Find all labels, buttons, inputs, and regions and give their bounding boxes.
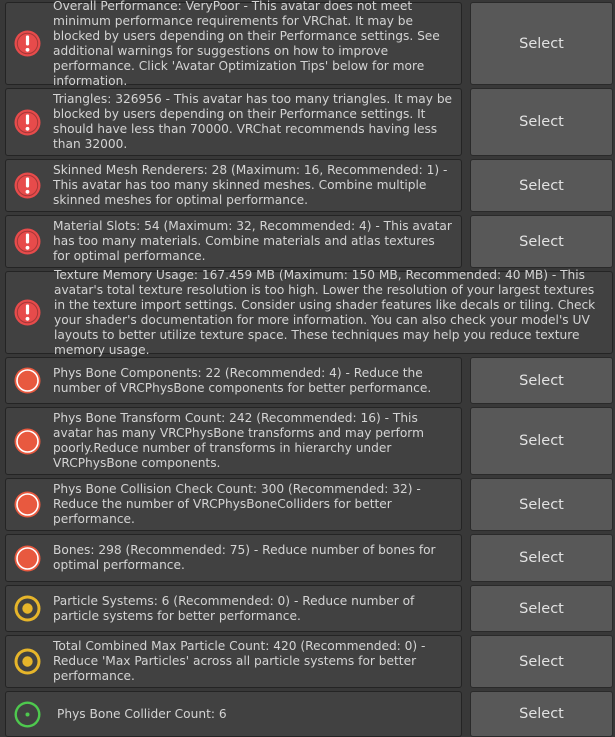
- warning-row: [0, 691, 615, 737]
- warning-message-text: Skinned Mesh Renderers: 28 (Maximum: 16, Recommended: 1) - This avatar has too many skinned meshes. Combine multiple skinned meshes for optimal performance.: [53, 163, 448, 207]
- exclamation-warning-icon: [13, 29, 42, 58]
- warning-message-box: [5, 585, 462, 632]
- select-button[interactable]: Select: [470, 2, 613, 85]
- exclamation-warning-icon: [13, 298, 42, 327]
- select-button[interactable]: Select: [470, 534, 613, 582]
- warning-message-text: Total Combined Max Particle Count: 420 (Recommended: 0) - Reduce 'Max Particles' across all particle systems for better performance.: [53, 639, 426, 683]
- select-button[interactable]: Select: [470, 635, 613, 688]
- select-button[interactable]: Select: [470, 159, 613, 212]
- warning-message-box: [5, 357, 462, 404]
- select-button[interactable]: Select: [470, 691, 613, 737]
- yellow-dot-status-icon: [13, 594, 42, 623]
- warning-row: [0, 534, 615, 582]
- warning-row: [0, 585, 615, 632]
- exclamation-warning-icon: [13, 108, 42, 137]
- warning-message-box: [5, 534, 462, 582]
- warning-message-box: [5, 635, 462, 688]
- warning-row: [0, 478, 615, 531]
- exclamation-warning-icon: [13, 171, 42, 200]
- warning-message-text: Material Slots: 54 (Maximum: 32, Recommended: 4) - This avatar has too many materials. Combine materials and atlas textures for optimal performance.: [53, 219, 452, 263]
- red-dot-status-icon: [13, 366, 42, 395]
- warning-row: [0, 357, 615, 404]
- select-button[interactable]: Select: [470, 88, 613, 156]
- warning-message-text: Texture Memory Usage: 167.459 MB (Maximum: 150 MB, Recommended: 40 MB) - This avatar's total texture resolution is too high. Lower the resolution of your largest textures in the texture import settings. Consider using shader features like decals or tiling. Check your shader's documentation for more information. You can also check your model's UV layouts to better utilize texture space. These techniques may help you reduce texture memory usage.: [54, 267, 596, 357]
- warning-message-box: [5, 159, 462, 212]
- select-button[interactable]: Select: [470, 407, 613, 475]
- warning-row: [0, 88, 615, 156]
- warning-message-text: Overall Performance: VeryPoor - This avatar does not meet minimum performance requirements for VRChat. It may be blocked by users depending on their Performance settings. See additional warnings for suggestions on how to improve performance. Click 'Avatar Optimization Tips' below for more information.: [53, 0, 440, 88]
- warning-row: [0, 159, 615, 212]
- yellow-dot-status-icon: [13, 647, 42, 676]
- warning-message-box: [5, 691, 462, 737]
- warning-row: [0, 635, 615, 688]
- green-dot-status-icon: [13, 700, 42, 729]
- warning-message-text: Phys Bone Collider Count: 6: [57, 706, 227, 721]
- warning-message-text: Particle Systems: 6 (Recommended: 0) - Reduce number of particle systems for better performance.: [53, 593, 415, 623]
- select-button[interactable]: Select: [470, 585, 613, 632]
- warning-message-box: [5, 88, 462, 156]
- warning-message-text: Phys Bone Components: 22 (Recommended: 4) - Reduce the number of VRCPhysBone components for better performance.: [53, 365, 432, 395]
- warning-row: [0, 267, 615, 357]
- red-dot-status-icon: [13, 427, 42, 456]
- warning-row: [0, 407, 615, 475]
- warning-message-text: Triangles: 326956 - This avatar has too many triangles. It may be blocked by users depending on their Performance settings. It should have less than 70000. VRChat recommends having less than 32000.: [53, 92, 453, 151]
- warning-message-box: [5, 215, 462, 268]
- red-dot-status-icon: [13, 544, 42, 573]
- warning-row: [0, 215, 615, 268]
- warning-message-text: Phys Bone Collision Check Count: 300 (Recommended: 32) - Reduce the number of VRCPhysBoneColliders for better performance.: [53, 482, 421, 526]
- warning-message-text: Phys Bone Transform Count: 242 (Recommended: 16) - This avatar has many VRCPhysBone transforms and may perform poorly.Reduce number of transforms in hierarchy under VRCPhysBone components.: [53, 411, 424, 470]
- warning-message-text: Bones: 298 (Recommended: 75) - Reduce number of bones for optimal performance.: [53, 543, 436, 572]
- warning-message-box: [5, 267, 613, 357]
- warning-message-box: [5, 0, 462, 88]
- warning-message-box: [5, 407, 462, 475]
- select-button[interactable]: Select: [470, 478, 613, 531]
- warning-message-box: [5, 478, 462, 531]
- select-button[interactable]: Select: [470, 357, 613, 404]
- red-dot-status-icon: [13, 490, 42, 519]
- warning-row: [0, 0, 615, 88]
- exclamation-warning-icon: [13, 227, 42, 256]
- select-button[interactable]: Select: [470, 215, 613, 268]
